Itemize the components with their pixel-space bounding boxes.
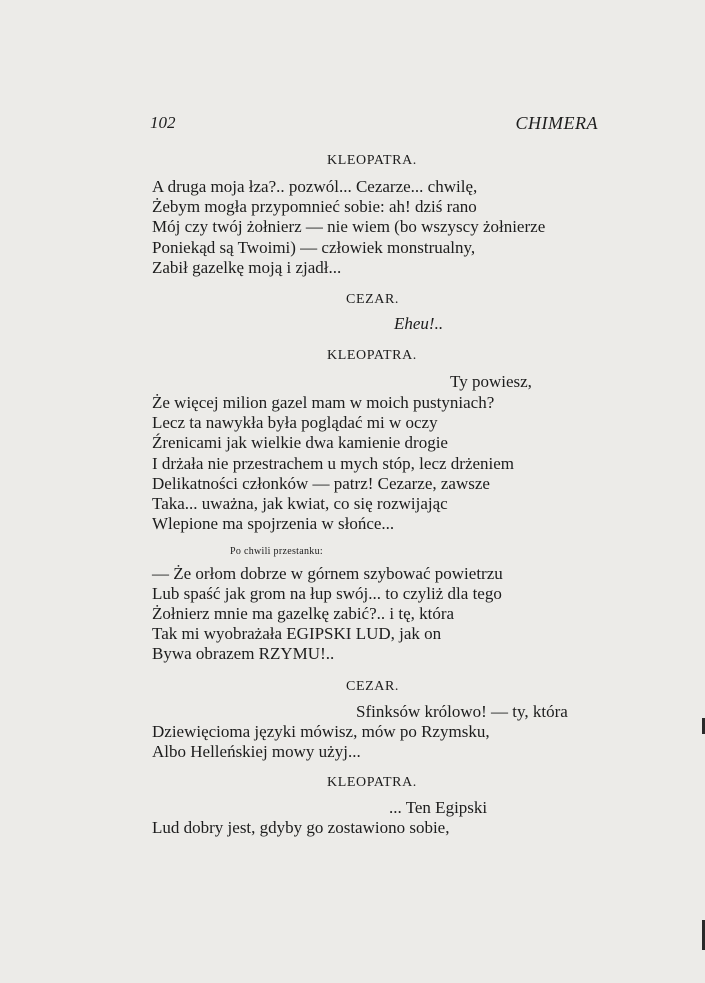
page-header (150, 113, 598, 137)
speaker-kleopatra: KLEOPATRA. (327, 153, 417, 168)
verse-line: A druga moja łza?.. pozwól... Cezarze... chwilę, (152, 177, 478, 196)
verse-line: Ty powiesz, (450, 372, 532, 391)
verse-line: Źrenicami jak wielkie dwa kamienie drogie (152, 433, 448, 452)
verse-line: ... Ten Egipski (389, 798, 488, 817)
verse-line: Lub spaść jak grom na łup swój... to czyliż dla tego (152, 584, 502, 603)
speaker-cezar: CEZAR. (346, 292, 399, 307)
verse-line: Tak mi wyobrażała EGIPSKI LUD, jak on (152, 624, 442, 643)
verse-line: Lud dobry jest, gdyby go zostawiono sobie, (152, 818, 450, 837)
verse-line: — Że orłom dobrze w górnem szybować powietrzu (152, 564, 503, 583)
verse-line: Delikatności członków — patrz! Cezarze, zawsze (152, 474, 490, 493)
running-title: CHIMERA (515, 113, 598, 133)
verse-line: Poniekąd są Twoimi) — człowiek monstrualny, (152, 238, 476, 257)
verse-line: Lecz ta nawykła była poglądać mi w oczy (152, 413, 438, 432)
verse-line: Eheu!.. (394, 314, 444, 333)
verse-line: Mój czy twój żołnierz — nie wiem (bo wszyscy żołnierze (152, 217, 546, 236)
speaker-cezar: CEZAR. (346, 679, 399, 694)
verse-line: I drżała nie przestrachem u mych stóp, lecz drżeniem (152, 454, 515, 473)
verse-line: Żebym mogła przypomnieć sobie: ah! dziś rano (152, 197, 477, 216)
verse-line: Dziewięcioma języki mówisz, mów po Rzymsku, (152, 722, 490, 741)
speaker-kleopatra: KLEOPATRA. (327, 348, 417, 363)
stage-direction: Po chwili przestanku: (230, 546, 323, 557)
verse-line: Sfinksów królowo! — ty, która (356, 702, 568, 721)
verse-line: Bywa obrazem RZYMU!.. (152, 644, 335, 663)
page-number: 102 (150, 113, 176, 132)
verse-line: Wlepione ma spojrzenia w słońce... (152, 514, 395, 533)
verse-line: Że więcej milion gazel mam w moich pustyniach? (152, 393, 495, 412)
verse-line: Albo Helleńskiej mowy użyj... (152, 742, 361, 761)
verse-line: Zabił gazelkę moją i zjadł... (152, 258, 342, 277)
verse-line: Żołnierz mnie ma gazelkę zabić?.. i tę, która (152, 604, 455, 623)
verse-line: Taka... uważna, jak kwiat, co się rozwijając (152, 494, 448, 513)
speaker-kleopatra: KLEOPATRA. (327, 775, 417, 790)
